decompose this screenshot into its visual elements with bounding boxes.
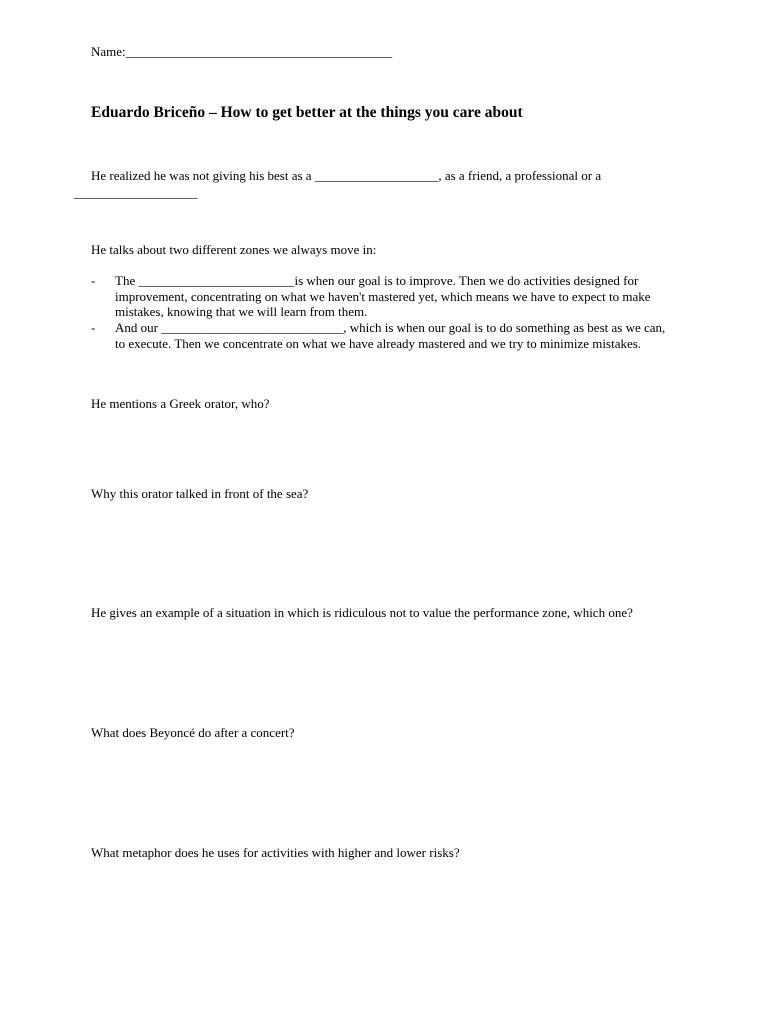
worksheet-title: Eduardo Briceño – How to get better at the things you care about xyxy=(91,104,523,121)
question-orator-sea: Why this orator talked in front of the sea? xyxy=(91,486,309,501)
question-beyonce: What does Beyoncé do after a concert? xyxy=(91,725,295,740)
question-performance-zone-example: He gives an example of a situation in which is ridiculous not to value the performance zone, which one? xyxy=(91,605,633,620)
question-metaphor: What metaphor does he uses for activities with higher and lower risks? xyxy=(91,845,460,860)
zones-intro: He talks about two different zones we always move in: xyxy=(91,242,377,257)
performance-zone-line-2: to execute. Then we concentrate on what we have already mastered and we try to minimize mistakes. xyxy=(115,336,642,351)
learning-zone-line-3: mistakes, knowing that we will learn from them. xyxy=(115,304,368,319)
learning-zone-line-2: improvement, concentrating on what we haven't mastered yet, which means we have to expect to make xyxy=(115,289,651,304)
question-1-line-2: ___________________ xyxy=(74,185,198,200)
question-greek-orator: He mentions a Greek orator, who? xyxy=(91,396,270,411)
name-field: Name:_________________________________________ xyxy=(91,44,393,59)
performance-zone-line-1: And our ____________________________, which is when our goal is to do something as best as we can, xyxy=(115,320,666,335)
question-1-line-1: He realized he was not giving his best as a ___________________, as a friend, a professional or a xyxy=(91,168,602,183)
bullet-dash: - xyxy=(91,273,96,288)
bullet-dash: - xyxy=(91,320,96,335)
learning-zone-line-1: The ________________________is when our goal is to improve. Then we do activities designed for xyxy=(115,273,639,288)
